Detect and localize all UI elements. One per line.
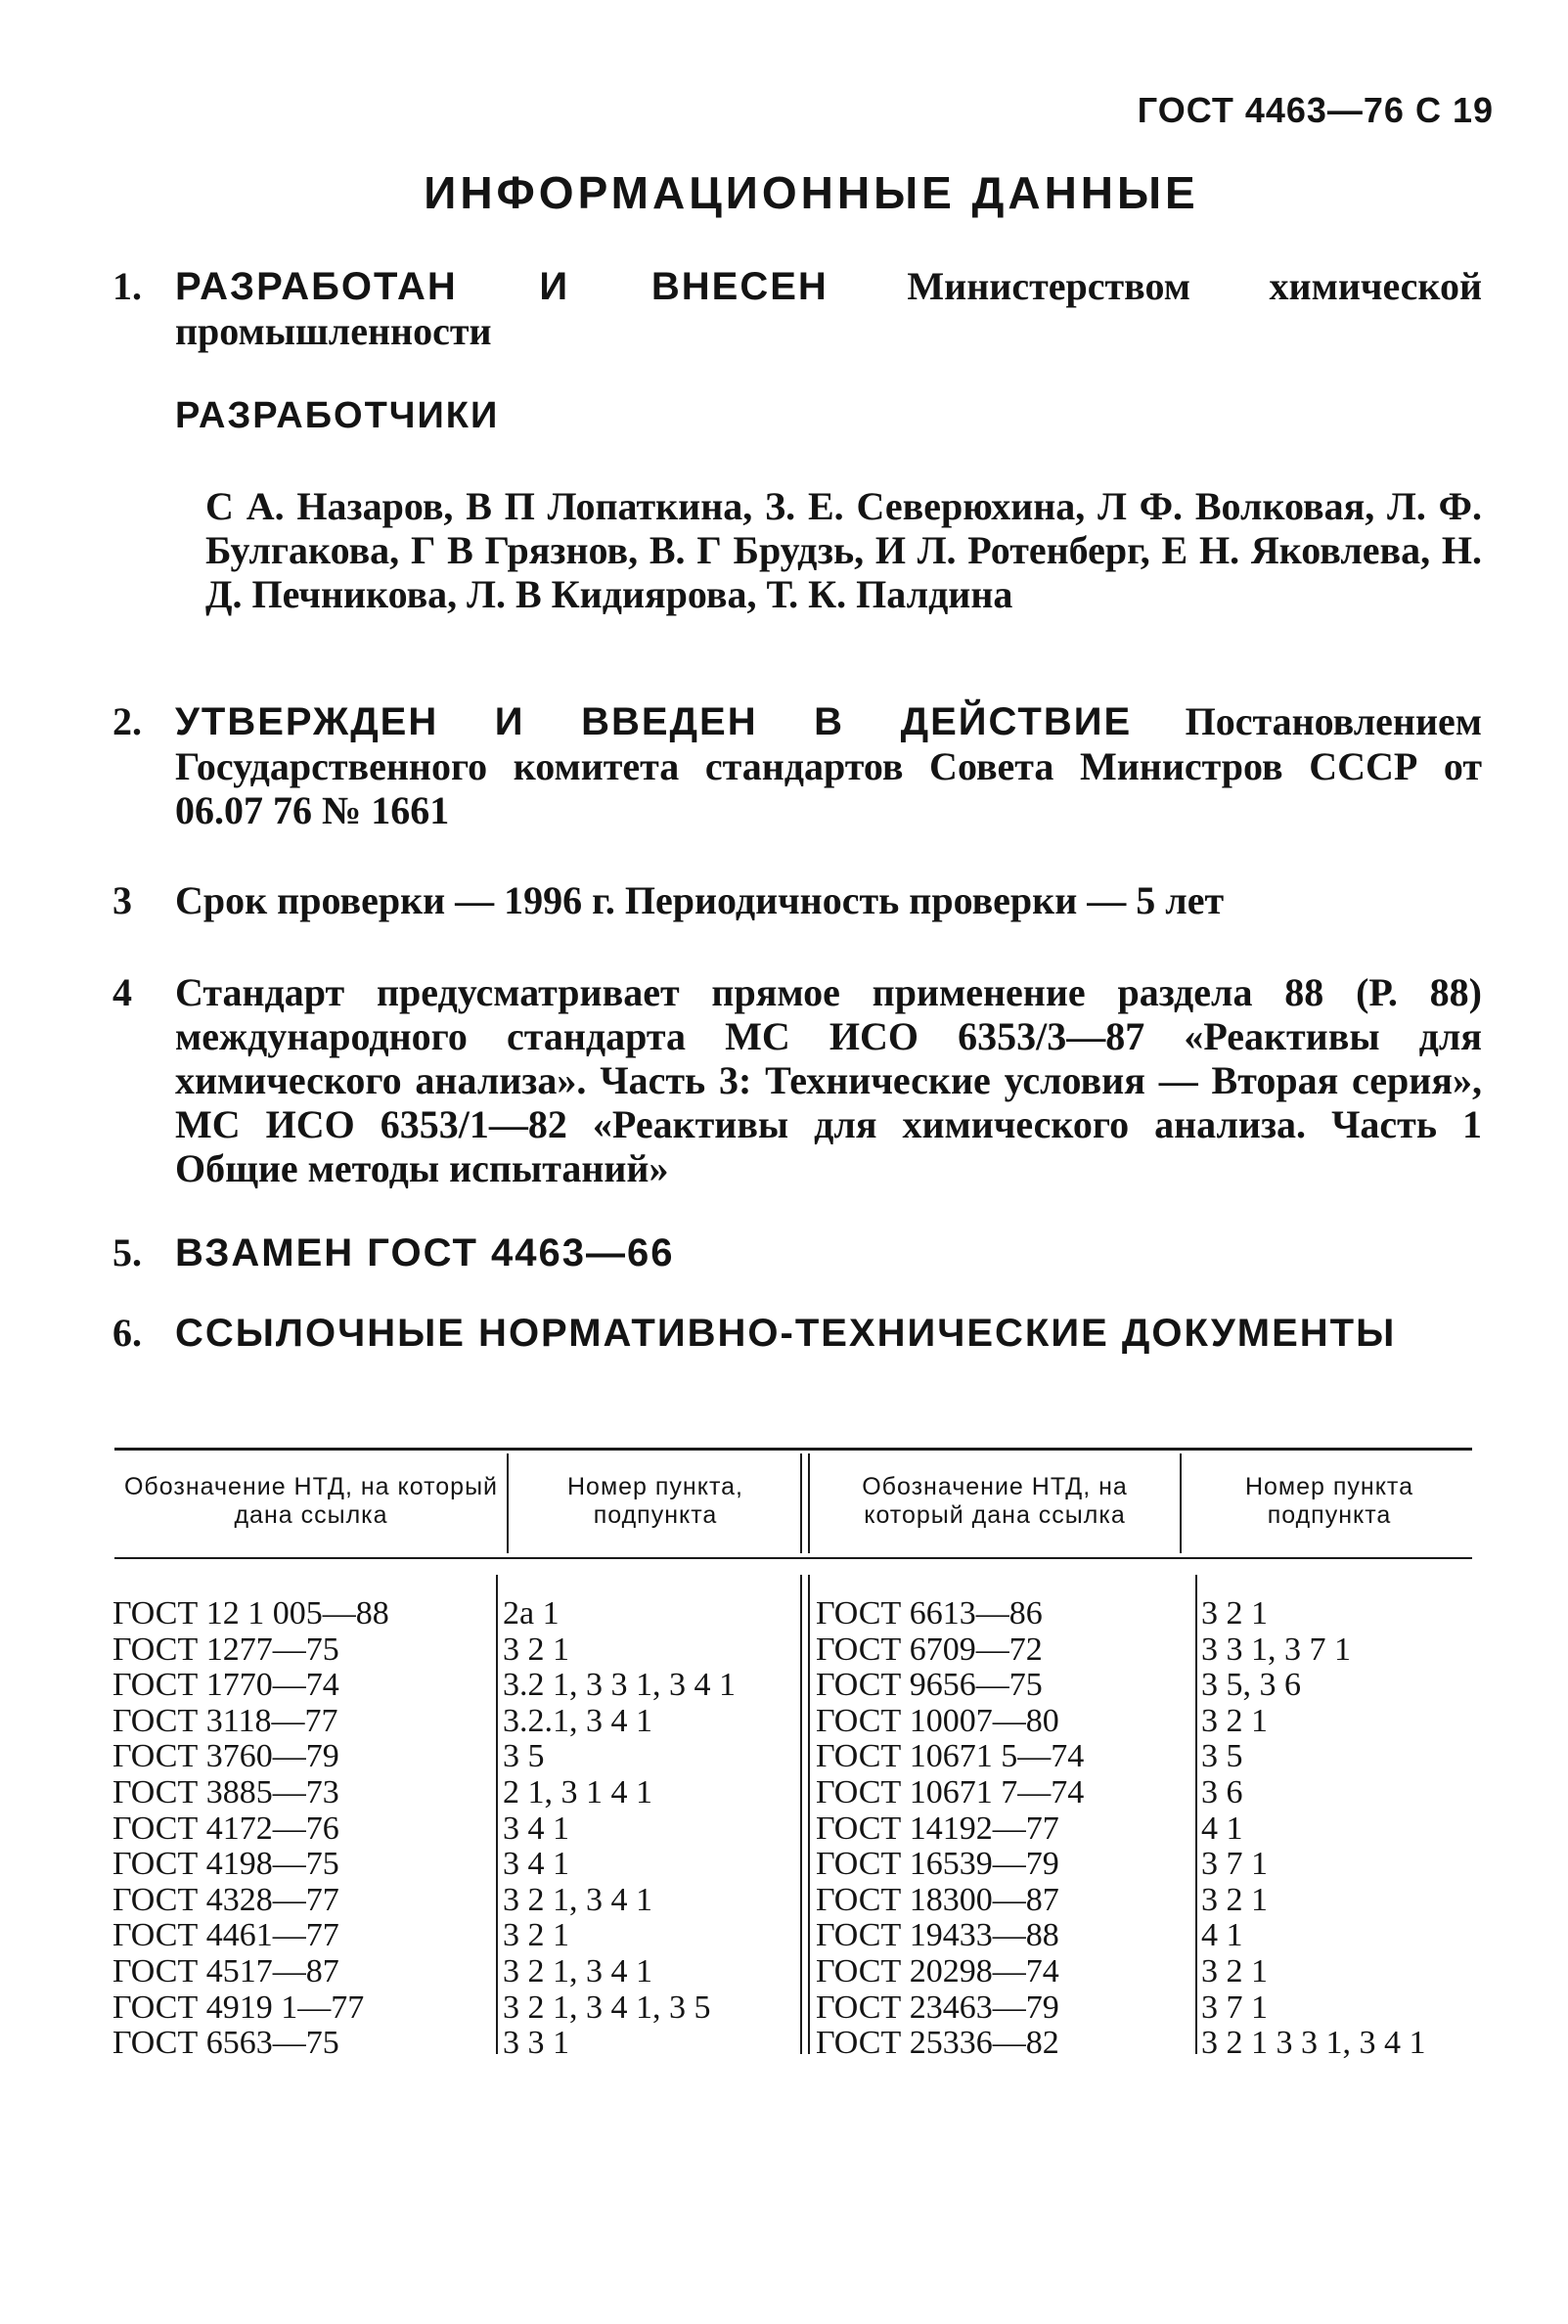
table-cell-doc: ГОСТ 1277—75 — [112, 1631, 339, 1668]
table-cell-ref: 3 3 1, 3 7 1 — [1201, 1631, 1351, 1668]
table-cell-doc: ГОСТ 20298—74 — [816, 1952, 1059, 1989]
table-cell-ref: 3 5 — [503, 1738, 545, 1775]
item-number: 1. — [112, 264, 142, 308]
table-header-rule — [114, 1557, 1472, 1559]
table-cell-ref: 3 4 1 — [503, 1846, 569, 1883]
item-text: Срок проверки — 1996 г. Периодичность проверки — 5 лет — [175, 878, 1225, 922]
item-lead: РАЗРАБОТАН И ВНЕСЕН — [175, 265, 829, 308]
body-divider — [800, 1575, 802, 2054]
table-cell-doc: ГОСТ 12 1 005—88 — [112, 1595, 389, 1631]
table-cell-doc: ГОСТ 3118—77 — [112, 1702, 338, 1739]
table-cell-ref: 4 1 — [1201, 1810, 1243, 1847]
table-cell-doc: ГОСТ 3885—73 — [112, 1773, 339, 1810]
item-number: 2. — [112, 699, 142, 743]
table-cell-ref: 3.2 1, 3 3 1, 3 4 1 — [503, 1667, 736, 1704]
item-2 — [112, 699, 1482, 832]
table-cell-ref: 3 2 1 — [503, 1631, 569, 1668]
developers-list: С А. Назаров, В П Лопаткина, З. Е. Северюхина, Л Ф. Волковая, Л. Ф. Булгакова, Г В Грязнов, В. Г Брудзь, И Л. Ротенберг, Е Н. Яковлева, Н. Д. Печникова, Л. В Кидиярова, Т. К. Палдина — [205, 484, 1482, 616]
page-header: ГОСТ 4463—76 С 19 — [1137, 90, 1494, 130]
header-right-doc: Обозначение НТД, на который дана ссылка — [862, 1473, 1128, 1529]
table-cell-doc: ГОСТ 3760—79 — [112, 1738, 339, 1775]
table-cell-doc: ГОСТ 4172—76 — [112, 1810, 339, 1847]
table-cell-doc: ГОСТ 4198—75 — [112, 1846, 339, 1883]
table-cell-doc: ГОСТ 4517—87 — [112, 1952, 339, 1989]
developers-heading: РАЗРАБОТЧИКИ — [175, 395, 500, 436]
table-cell-doc: ГОСТ 23463—79 — [816, 1989, 1059, 2026]
header-divider — [800, 1453, 802, 1553]
table-cell-ref: 3 2 1, 3 4 1 — [503, 1952, 652, 1989]
item-number: 6. — [112, 1311, 142, 1355]
table-cell-ref: 3 2 1 — [1201, 1702, 1268, 1739]
header-divider — [507, 1453, 509, 1553]
table-cell-ref: 3 7 1 — [1201, 1846, 1268, 1883]
body-divider — [1195, 1575, 1197, 2054]
table-cell-ref: 3 5 — [1201, 1738, 1243, 1775]
header-right-ref: Номер пункта подпункта — [1244, 1473, 1414, 1529]
table-cell-doc: ГОСТ 10007—80 — [816, 1702, 1059, 1739]
table-cell-doc: ГОСТ 18300—87 — [816, 1881, 1059, 1918]
table-cell-ref: 2а 1 — [503, 1595, 560, 1631]
table-cell-doc: ГОСТ 6613—86 — [816, 1595, 1043, 1631]
table-cell-ref: 3 2 1 — [503, 1917, 569, 1954]
table-cell-ref: 3 7 1 — [1201, 1989, 1268, 2026]
header-divider — [1180, 1453, 1182, 1553]
table-cell-ref: 2 1, 3 1 4 1 — [503, 1773, 652, 1810]
item-lead: УТВЕРЖДЕН И ВВЕДЕН В ДЕЙСТВИЕ — [175, 700, 1133, 743]
table-cell-ref: 3 2 1 — [1201, 1952, 1268, 1989]
table-cell-doc: ГОСТ 19433—88 — [816, 1917, 1059, 1954]
header-left-ref: Номер пункта, подпункта — [567, 1473, 743, 1529]
table-cell-ref: 3 2 1 — [1201, 1595, 1268, 1631]
table-cell-doc: ГОСТ 4461—77 — [112, 1917, 339, 1954]
item-5 — [112, 1230, 1482, 1275]
table-cell-doc: ГОСТ 10671 5—74 — [816, 1738, 1085, 1775]
item-text: Стандарт предусматривает прямое применение раздела 88 (Р. 88) международного стандарта МС ИСО 6353/3—87 «Реактивы для химического анализа». Часть 3: Технические условия — Вторая серия», МС ИСО 6353/1—82 «Реактивы для химического анализа. Часть 1 Общие методы испытаний» — [175, 970, 1482, 1190]
table-cell-ref: 3 3 1 — [503, 2025, 569, 2062]
item-6 — [112, 1311, 1482, 1356]
table-cell-doc: ГОСТ 10671 7—74 — [816, 1773, 1085, 1810]
table-cell-doc: ГОСТ 1770—74 — [112, 1667, 339, 1704]
column-right-doc — [816, 1596, 1191, 2062]
item-4 — [112, 970, 1482, 1190]
item-text: Постановлением Государственного комитета стандартов Совета Министров СССР от 06.07 76 № 1661 — [175, 699, 1483, 832]
item-lead: ВЗАМЕН ГОСТ 4463—66 — [175, 1231, 675, 1274]
item-text: Министерством химической промышленности — [175, 264, 1482, 353]
item-3 — [112, 878, 1482, 922]
header-divider — [808, 1453, 810, 1553]
table-cell-ref: 3 2 1 3 3 1, 3 4 1 — [1201, 2025, 1426, 2062]
table-cell-ref: 4 1 — [1201, 1917, 1243, 1954]
table-cell-ref: 3 4 1 — [503, 1810, 569, 1847]
column-left-ref — [503, 1596, 796, 2062]
item-1 — [112, 264, 1482, 353]
item-number: 4 — [112, 970, 132, 1014]
table-cell-doc: ГОСТ 4919 1—77 — [112, 1989, 365, 2026]
table-cell-ref: 3.2.1, 3 4 1 — [503, 1702, 652, 1739]
page-title: ИНФОРМАЦИОННЫЕ ДАННЫЕ — [424, 167, 1199, 218]
table-cell-ref: 3 2 1, 3 4 1, 3 5 — [503, 1989, 711, 2026]
table-cell-ref: 3 2 1, 3 4 1 — [503, 1881, 652, 1918]
table-cell-doc: ГОСТ 16539—79 — [816, 1846, 1059, 1883]
column-right-ref — [1201, 1596, 1485, 2062]
item-number: 5. — [112, 1230, 142, 1274]
column-left-doc — [112, 1596, 492, 2062]
table-cell-doc: ГОСТ 4328—77 — [112, 1881, 339, 1918]
item-lead: ССЫЛОЧНЫЕ НОРМАТИВНО-ТЕХНИЧЕСКИЕ ДОКУМЕНТЫ — [175, 1312, 1397, 1355]
table-cell-doc: ГОСТ 14192—77 — [816, 1810, 1059, 1847]
body-divider — [496, 1575, 498, 2054]
table-cell-ref: 3 6 — [1201, 1773, 1243, 1810]
table-cell-doc: ГОСТ 9656—75 — [816, 1667, 1043, 1704]
table-top-rule — [114, 1448, 1472, 1451]
item-number: 3 — [112, 878, 132, 922]
table-cell-doc: ГОСТ 25336—82 — [816, 2025, 1059, 2062]
header-left-doc: Обозначение НТД, на который дана ссылка — [123, 1473, 499, 1529]
table-cell-doc: ГОСТ 6709—72 — [816, 1631, 1043, 1668]
body-divider — [808, 1575, 810, 2054]
table-cell-doc: ГОСТ 6563—75 — [112, 2025, 339, 2062]
table-cell-ref: 3 5, 3 6 — [1201, 1667, 1301, 1704]
table-cell-ref: 3 2 1 — [1201, 1881, 1268, 1918]
